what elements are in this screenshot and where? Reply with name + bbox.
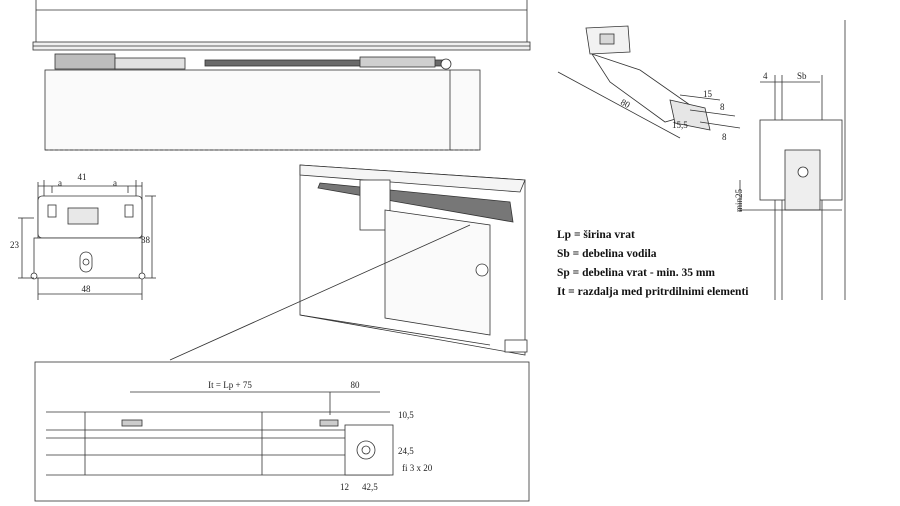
dim-section-min25: min25: [734, 188, 744, 212]
dim-clip-8b: 8: [722, 132, 727, 142]
dim-42-5: 42,5: [362, 482, 378, 492]
dim-10-5: 10,5: [398, 410, 414, 420]
dim-clip-15-5: 15,5: [672, 120, 688, 130]
dim-section-sb: Sb: [797, 71, 807, 81]
legend-sp: Sp = debelina vrat - min. 35 mm: [557, 267, 715, 279]
dim-section-4: 4: [763, 71, 768, 81]
clip-view-drawing: [558, 26, 740, 138]
bottom-detail-drawing: [35, 362, 529, 501]
dim-12: 12: [340, 482, 349, 492]
dim-clip-8a: 8: [720, 102, 725, 112]
legend-lp: Lp = širina vrat: [557, 229, 635, 241]
dim-a-left: a: [58, 178, 62, 188]
dim-clip-80: 80: [619, 96, 632, 110]
top-rail-drawing: [33, 0, 530, 150]
section-view-drawing: [740, 20, 845, 300]
dim-38: 38: [141, 235, 150, 245]
perspective-view: [170, 165, 527, 360]
dim-23: 23: [10, 240, 19, 250]
dim-80: 80: [350, 380, 360, 390]
dim-it-formula: It = Lp + 75: [208, 380, 252, 390]
legend-sb: Sb = debelina vodila: [557, 248, 657, 260]
dim-a-right: a: [113, 178, 117, 188]
dim-24-5: 24,5: [398, 446, 414, 456]
dim-screw: fi 3 x 20: [402, 463, 433, 473]
dim-41: 41: [77, 172, 87, 182]
dim-clip-15: 15: [703, 89, 712, 99]
dim-48: 48: [81, 284, 91, 294]
legend-it: It = razdalja med pritrdilnimi elementi: [557, 286, 749, 298]
legend: [557, 226, 748, 302]
front-view-drawing: [18, 180, 156, 300]
